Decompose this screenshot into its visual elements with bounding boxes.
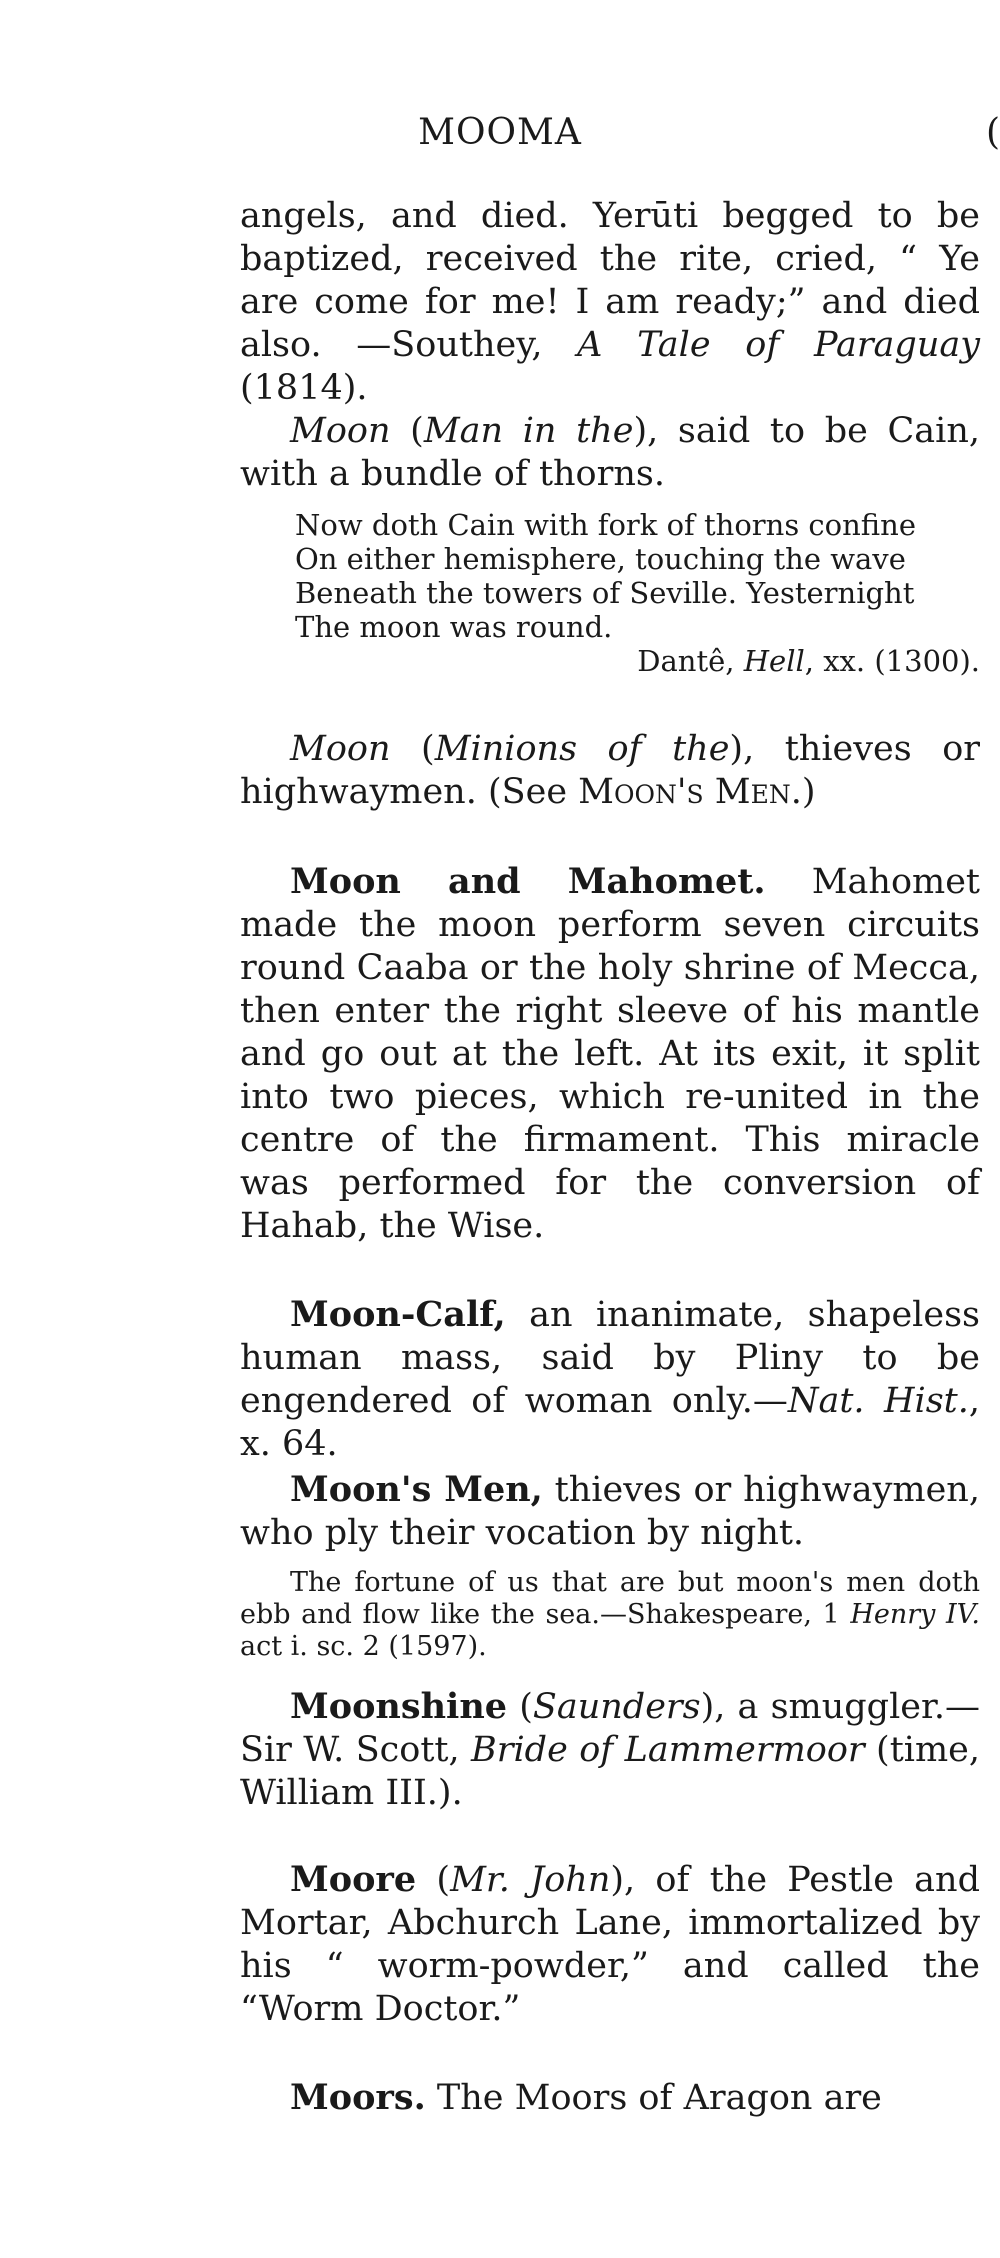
minions-sub: Minions of the bbox=[434, 729, 730, 769]
entry-minions: Moon (Minions of the), thieves or highwaymen. (See Moon's Men.) bbox=[240, 729, 980, 812]
moors-head: Moors. bbox=[290, 2077, 426, 2118]
moore-sub: Mr. John bbox=[450, 1860, 611, 1900]
cite-rest: , xx. (1300). bbox=[804, 644, 980, 678]
man-head: Moon bbox=[290, 411, 391, 451]
men-quote bbox=[240, 1567, 980, 1663]
running-header: MOOMA bbox=[418, 112, 582, 153]
entry-moons-men bbox=[240, 1468, 980, 1663]
quote-line: On either hemisphere, touching the wave bbox=[295, 542, 906, 576]
quote-citation bbox=[240, 644, 980, 678]
tale-end: (1814). bbox=[240, 368, 368, 408]
calf-head: Moon-Calf, bbox=[290, 1294, 506, 1335]
minions-text: , thieves or highwaymen. (See bbox=[240, 729, 980, 812]
minions-ref: Moon's Men bbox=[578, 772, 791, 812]
mahomet-text: Mahomet made the moon perform seven circuits round Caaba or the holy shrine of Mecca, then enter the right sleeve of his mantle and go out at the left. At its exit, it split into two pieces, which re-united in the centre of the firmament. This miracle was performed for the conversion of Hahab, the Wise. bbox=[240, 862, 980, 1246]
quote-line: Now doth Cain with fork of thorns confine bbox=[295, 508, 916, 542]
moore-head: Moore bbox=[290, 1859, 417, 1900]
calf-text: an inanimate, shapeless human mass, said by Pliny to be engendered of woman only.— bbox=[240, 1295, 980, 1421]
minions-head: Moon bbox=[290, 729, 391, 769]
entry-moore: Moore (Mr. John), of the Pestle and Mortar, Abchurch Lane, immortalized by his “ worm-powder,” and called the “Worm Doctor.” bbox=[240, 1859, 980, 2029]
moore-text: , of the Pestle and Mortar, Abchurch Lane, immortalized by his “ worm-powder,” and called the “Worm Doctor.” bbox=[240, 1860, 980, 2029]
cite-work: Hell bbox=[743, 644, 805, 678]
tale-work: A Tale of Paraguay bbox=[577, 325, 981, 365]
man-sub: Man in the bbox=[423, 411, 634, 451]
header-fragment: ( bbox=[985, 112, 1000, 153]
quote-line: Beneath the towers of Seville. Yesternight bbox=[295, 576, 915, 610]
entry-mahomet bbox=[240, 860, 980, 1248]
man-text: , said to be Cain, with a bundle of thorns. bbox=[240, 411, 980, 494]
moonshine-text: , a smuggler.—Sir W. Scott, bbox=[240, 1687, 980, 1770]
calf-work: Nat. Hist. bbox=[787, 1381, 969, 1421]
moonshine-work: Bride of Lammermoor bbox=[471, 1730, 865, 1770]
men-head: Moon's Men, bbox=[290, 1469, 543, 1510]
moonshine-end: (time, William III.). bbox=[240, 1730, 980, 1813]
men-quote-end: act i. sc. 2 (1597). bbox=[240, 1631, 487, 1662]
entry-tale-continuation bbox=[240, 195, 980, 410]
mahomet-head: Moon and Mahomet. bbox=[290, 861, 766, 902]
men-quote-text: The fortune of us that are but moon's men doth ebb and flow like the sea.—Shakespeare, 1 bbox=[240, 1567, 980, 1630]
men-quote-work: Henry IV. bbox=[850, 1599, 980, 1630]
calf-end: , x. 64. bbox=[240, 1381, 980, 1464]
tale-text: angels, and died. Yerūti begged to be baptized, received the rite, cried, “ Ye are come for me! I am ready;” and died also. —Southey, bbox=[240, 196, 980, 365]
moonshine-head: Moonshine bbox=[290, 1686, 508, 1727]
moonshine-sub: Saunders bbox=[532, 1687, 701, 1727]
man-quote bbox=[240, 508, 980, 678]
entry-moonshine: Moonshine (Saunders), a smuggler.—Sir W. Scott, Bride of Lammermoor (time, William III.). bbox=[240, 1686, 980, 1813]
entry-man-in-moon: Moon (Man in the), said to be Cain, with a bundle of thorns. Now doth Cain with fork of thorns confine On either hemisphere, touching the wave Beneath the towers of Seville. Yesternight The moon was round. Dantê, Hell, xx. (1300). bbox=[240, 411, 980, 678]
cite-author: Dantê, bbox=[637, 644, 744, 678]
entry-moors bbox=[240, 2076, 980, 2120]
entry-moon-calf bbox=[240, 1293, 980, 1466]
men-text: thieves or highwaymen, who ply their vocation by night. bbox=[240, 1470, 980, 1553]
minions-end: .) bbox=[790, 772, 816, 812]
quote-line: The moon was round. bbox=[295, 610, 613, 644]
moors-text: The Moors of Aragon are bbox=[425, 2078, 882, 2118]
